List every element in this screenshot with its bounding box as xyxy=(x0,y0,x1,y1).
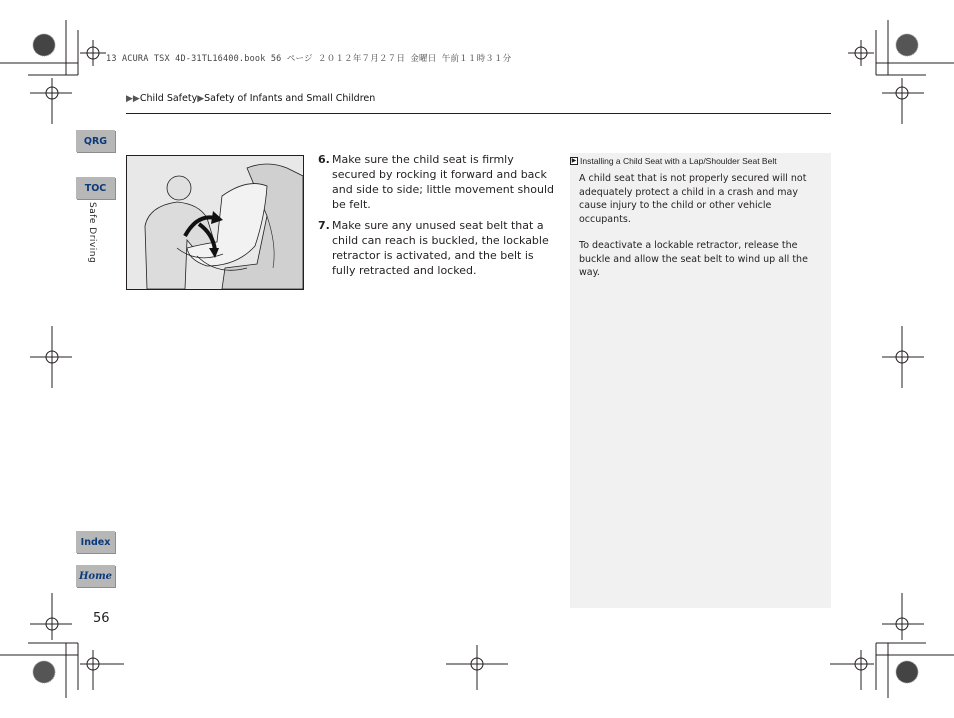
step-number: 7. xyxy=(318,219,330,232)
note-sidebar xyxy=(570,153,831,608)
breadcrumb-item-child-safety[interactable]: Child Safety xyxy=(139,93,198,104)
cross-reference-icon: ▶ xyxy=(571,158,577,164)
sidebar-paragraph: A child seat that is not properly secured will not adequately protect a child in a crash and may cause injury to the child or other vehicle occupants. xyxy=(579,173,807,225)
print-header: 13 ACURA TSX 4D-31TL16400.book 56 ページ ２０１２年７月２７日 金曜日 午前１１時３１分 xyxy=(106,54,512,64)
home-button[interactable]: Home xyxy=(76,565,115,587)
section-tab: Safe Driving xyxy=(87,202,97,264)
step-number: 6. xyxy=(318,153,330,166)
child-seat-illustration xyxy=(126,155,304,290)
toc-button[interactable]: TOC xyxy=(76,177,115,199)
breadcrumb-item-safety-infants[interactable]: Safety of Infants and Small Children xyxy=(204,93,376,104)
qrg-button[interactable]: QRG xyxy=(76,130,115,152)
breadcrumb-arrow-icon: ▶▶ xyxy=(126,94,140,104)
index-button[interactable]: Index xyxy=(76,531,115,553)
sidebar-title-text: Installing a Child Seat with a Lap/Shoulder Seat Belt xyxy=(580,156,777,166)
breadcrumb xyxy=(126,93,375,104)
instruction-steps xyxy=(318,152,558,284)
page-number: 56 xyxy=(93,611,110,626)
sidebar-title[interactable] xyxy=(570,156,822,166)
breadcrumb-arrow-icon: ▶ xyxy=(197,94,205,104)
step-6 xyxy=(318,152,558,212)
sidebar-paragraph: To deactivate a lockable retractor, release the buckle and allow the seat belt to wind up all the way. xyxy=(579,240,808,278)
step-text: Make sure any unused seat belt that a child can reach is buckled, the lockable retractor is activated, and the belt is fully retracted and locked. xyxy=(332,219,549,277)
step-7 xyxy=(318,218,558,278)
header-rule xyxy=(126,113,831,114)
child-seat-drawing xyxy=(127,156,303,289)
step-text: Make sure the child seat is firmly secured by rocking it forward and back and side to side; little movement should be felt. xyxy=(332,153,554,211)
